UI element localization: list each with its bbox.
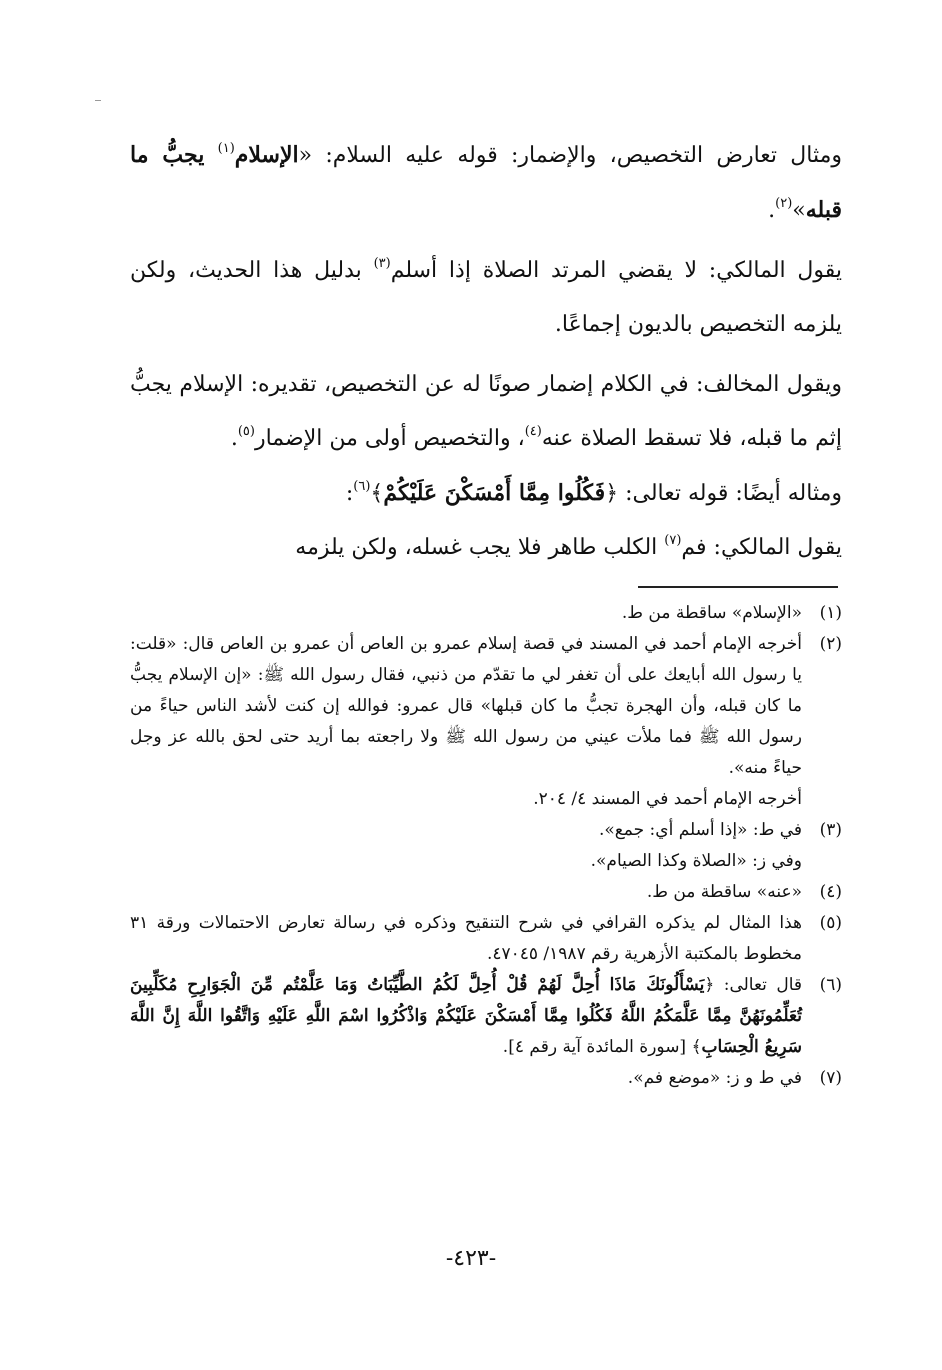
footnote-5	[130, 908, 842, 970]
footnote-number: (٦)	[819, 975, 842, 995]
footnote-line: «الإسلام» ساقطة من ط.	[621, 603, 802, 623]
paragraph-3	[130, 358, 842, 466]
paragraph-2	[130, 244, 842, 352]
footnote-line: وفي ز: «الصلاة وكذا الصيام».	[590, 851, 802, 871]
footnote-divider	[638, 586, 838, 588]
p2-text-2: بدليل هذا الحديث، ولكن يلزمه التخصيص بالديون إجماعًا.	[130, 258, 842, 337]
p1-end: .	[768, 198, 776, 223]
footnote-body	[130, 815, 802, 877]
p2-text: يقول المالكي: لا يقضي المرتد الصلاة إذا أسلم	[390, 258, 842, 283]
footnote-1	[130, 598, 842, 629]
footnote-ref-6[interactable]: (٦)	[353, 478, 371, 494]
footnote-number: (٣)	[819, 820, 842, 840]
footnote-ref-2[interactable]: (٢)	[775, 195, 793, 211]
footnote-body	[130, 629, 802, 815]
footnote-number: (٧)	[819, 1068, 842, 1088]
p4-verse: فَكُلُوا مِمَّا أَمْسَكْنَ عَلَيْكُمْ	[383, 480, 606, 506]
footnote-line: في ط: «إذا أسلم أي: جمع».	[598, 820, 802, 840]
footnote-4	[130, 877, 842, 908]
p1-bold-2: يجبُّ ما قبله	[130, 142, 842, 223]
scan-mark	[95, 100, 101, 101]
footnote-6	[130, 970, 842, 1063]
footnote-body	[130, 598, 802, 629]
p1-bold: الإسلام	[234, 142, 299, 168]
footnote-ref-4[interactable]: (٤)	[524, 423, 542, 439]
footnote-body	[130, 877, 802, 908]
footnote-body	[130, 908, 802, 970]
p3-end: .	[230, 426, 238, 451]
footnote-line: «عنه» ساقطة من ط.	[646, 882, 802, 902]
footnote-2	[130, 629, 842, 815]
main-text	[130, 128, 842, 575]
p4-end: :	[345, 481, 354, 506]
footnotes	[130, 598, 842, 1094]
footnote-ref-3[interactable]: (٣)	[373, 255, 391, 271]
footnote-3	[130, 815, 842, 877]
p5-text: يقول المالكي: فم	[681, 535, 842, 560]
footnote-number: (٥)	[819, 913, 842, 933]
footnote-number: (١)	[819, 603, 842, 623]
p4-bracket: ﴾	[370, 481, 384, 506]
paragraph-5	[130, 521, 842, 575]
footnote-text: ﴾ [سورة المائدة آية رقم ٤].	[502, 1037, 702, 1057]
footnote-line: هذا المثال لم يذكره القرافي في شرح التنقيح وذكره في رسالة تعارض الاحتمالات ورقة ٣١ مخطوط بالمكتبة الأزهرية رقم ١٩٨٧/ ٤٧٠٤٥.	[130, 913, 802, 964]
footnote-line: أخرجه الإمام أحمد في المسند في قصة إسلام عمرو بن العاص أن عمرو بن العاص قال: «قلت: يا رسول الله أبايعك على أن تغفر لي ما تقدّم من ذنبي، فقال رسول الله ﷺ: «إن الإسلام يجبُّ ما كان قبله، وأن الهجرة تجبُّ ما كان قبلها» قال عمرو: فوالله إن كنت لأشد الناس حياءً من رسول الله ﷺ فما ملأت عيني من رسول الله ﷺ ولا راجعته بما أريد حتى لحق بالله عز وجل حياءً منه».	[130, 634, 802, 778]
footnote-verse: يَسْأَلُونَكَ مَاذَا أُحِلَّ لَهُمْ قُلْ أُحِلَّ لَكُمُ الطَّيِّبَاتُ وَمَا عَلَّمْتُم مِّنَ الْجَوَارِحِ مُكَلِّبِينَ تُعَلِّمُونَهُنَّ مِمَّا عَلَّمَكُمُ اللَّهُ فَكُلُوا مِمَّا أَمْسَكْنَ عَلَيْكُمْ وَاذْكُرُوا اسْمَ اللَّهِ عَلَيْهِ وَاتَّقُوا اللَّهَ إِنَّ اللَّهَ سَرِيعُ الْحِسَابِ	[130, 975, 802, 1057]
p4-text: ومثاله أيضًا: قوله تعالى: ﴿	[605, 481, 842, 506]
p3-text-2: ، والتخصيص أولى من الإضمار	[254, 426, 525, 451]
p1-text: ومثال تعارض التخصيص، والإضمار: قوله عليه السلام: «	[298, 143, 843, 168]
footnote-number: (٢)	[819, 634, 842, 654]
footnote-number: (٤)	[819, 882, 842, 902]
p5-text-2: الكلب طاهر فلا يجب غسله، ولكن يلزمه	[295, 535, 665, 560]
footnote-body	[130, 970, 802, 1063]
p1-quote-close: »	[792, 198, 806, 223]
footnote-7	[130, 1063, 842, 1094]
footnote-line: أخرجه الإمام أحمد في المسند ٤/ ٢٠٤.	[533, 789, 802, 809]
paragraph-1	[130, 128, 842, 238]
footnote-ref-7[interactable]: (٧)	[664, 532, 682, 548]
footnote-line: في ط و ز: «موضع فم».	[627, 1068, 802, 1088]
footnote-ref-5[interactable]: (٥)	[237, 423, 255, 439]
paragraph-4	[130, 466, 842, 521]
footnote-ref-1[interactable]: (١)	[217, 140, 235, 156]
footnote-text: قال تعالى: ﴿	[704, 975, 802, 995]
page-number: -٤٢٣-	[445, 1246, 497, 1271]
footnote-body	[130, 1063, 802, 1094]
p3-text: ويقول المخالف: في الكلام إضمار صونًا له عن التخصيص، تقديره: الإسلام يجبُّ إثم ما قبله، فلا تسقط الصلاة عنه	[130, 372, 842, 451]
